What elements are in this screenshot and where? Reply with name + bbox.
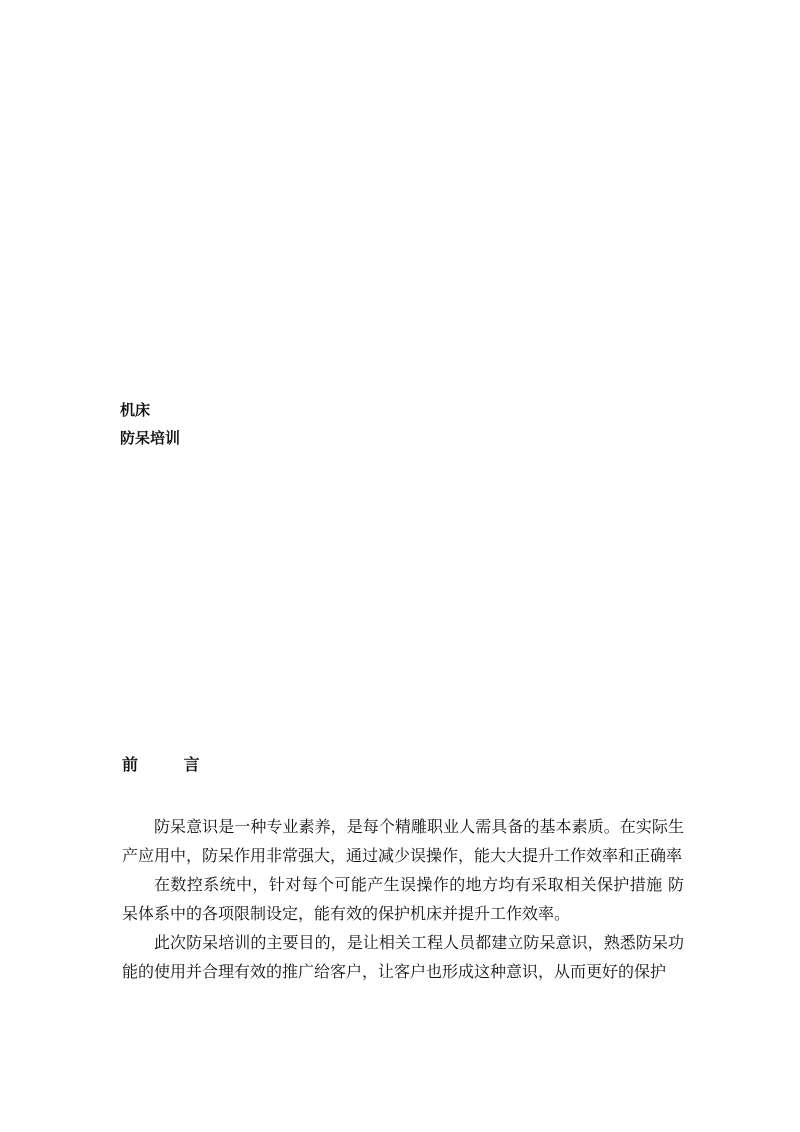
preface-body [122, 812, 684, 986]
title-line-2: 防呆培训 [120, 429, 181, 447]
paragraph: 防呆意识是一种专业素养，是每个精雕职业人需具备的基本素质。在实际生产应用中，防呆作用非常强大，通过减少误操作，能大大提升工作效率和正确率 [122, 817, 684, 865]
document-title [120, 396, 180, 452]
preface-heading: 前 言 [122, 755, 220, 774]
paragraph: 此次防呆培训的主要目的，是让相关工程人员都建立防呆意识，熟悉防呆功能的使用并合理有效的推广给客户，让客户也形成这种意识，从而更好的保护 [122, 933, 684, 981]
title-line-1: 机床 [120, 401, 151, 419]
paragraph: 在数控系统中，针对每个可能产生误操作的地方均有采取相关保护措施 防呆体系中的各项限制设定，能有效的保护机床并提升工作效率。 [122, 875, 684, 923]
